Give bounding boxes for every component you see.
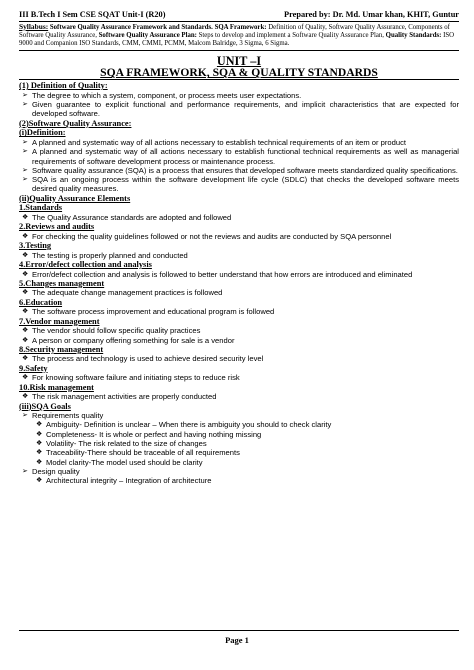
list-item	[19, 326, 459, 335]
diamond-bullet-icon: ❖	[36, 477, 43, 485]
element-heading: 1.Standards	[19, 203, 63, 213]
list-item	[19, 307, 459, 316]
element-heading: 6.Education	[19, 297, 63, 307]
element-list	[19, 326, 459, 345]
syllabus-p1: Definition of Quality, Software Quality Assurance, Components of Software Quality Assurance,	[19, 24, 450, 40]
diamond-bullet-icon: ❖	[36, 430, 43, 438]
list-item-text: The vendor should follow specific quality practices	[32, 326, 201, 336]
list-item	[19, 448, 459, 457]
list-item-text: Completeness- It is whole or perfect and having nothing missing	[46, 429, 262, 439]
document-page	[19, 10, 459, 486]
section-heading: (2)Software Quality Assurance:	[19, 118, 132, 128]
list-item-text: Architectural integrity – Integration of architecture	[46, 476, 212, 486]
element-list	[19, 288, 459, 297]
list-item	[19, 458, 459, 467]
diamond-bullet-icon: ❖	[22, 213, 29, 221]
list-item	[19, 476, 459, 485]
element-heading: 2.Reviews and audits	[19, 222, 95, 232]
list-item-text: Volatility- The risk related to the size of changes	[46, 439, 207, 449]
syllabus-p3-bold: Quality Standards:	[385, 32, 442, 40]
element-heading: 7.Vendor management	[19, 316, 100, 326]
diamond-bullet-icon: ❖	[36, 440, 43, 448]
element-list	[19, 270, 459, 279]
list-item	[19, 138, 459, 147]
subsection-heading: (ii)Quality Assurance Elements	[19, 193, 131, 203]
page-header	[19, 10, 459, 22]
header-right: Prepared by: Dr. Md. Umar khan, KHIT, Guntur	[284, 10, 459, 19]
element-list	[19, 213, 459, 222]
sqa-definition-list	[19, 138, 459, 194]
page-number: Page 1	[225, 635, 249, 645]
list-item	[19, 288, 459, 297]
header-left: III B.Tech I Sem CSE SQAT Unit-I (R20)	[19, 10, 166, 19]
element-list	[19, 373, 459, 382]
list-item-text: Design quality	[32, 466, 80, 476]
list-item-text: The risk management activities are properly conducted	[32, 392, 217, 402]
diamond-bullet-icon: ❖	[22, 251, 29, 259]
list-item-text: The process and technology is used to achieve desired security level	[32, 354, 264, 364]
list-item	[19, 430, 459, 439]
unit-title: UNIT –I	[216, 54, 262, 69]
list-item	[19, 270, 459, 279]
diamond-bullet-icon: ❖	[22, 355, 29, 363]
syllabus-p2: Steps to develop and implement a Software Quality Assurance Plan,	[196, 32, 386, 40]
syllabus-label: Syllabus:	[19, 22, 49, 31]
element-list	[19, 307, 459, 316]
diamond-bullet-icon: ❖	[36, 449, 43, 457]
unit-subtitle: SQA FRAMEWORK, SQA & QUALITY STANDARDS	[19, 67, 459, 80]
list-item-text: A person or company offering something for sale is a vendor	[32, 335, 235, 345]
element-heading: 5.Changes management	[19, 278, 105, 288]
list-item	[19, 232, 459, 241]
diamond-bullet-icon: ❖	[22, 289, 29, 297]
list-item-text: Error/defect collection and analysis is followed to better understand that how errors are introduced and eliminated	[32, 269, 413, 279]
list-item-text: Model clarity-The model used should be clarity	[46, 457, 203, 467]
arrow-bullet-icon: ➢	[22, 467, 28, 475]
element-heading: 8.Security management	[19, 344, 104, 354]
list-item	[19, 251, 459, 260]
diamond-bullet-icon: ❖	[22, 393, 29, 401]
element-list	[19, 232, 459, 241]
list-item	[19, 467, 459, 476]
element-heading: 4.Error/defect collection and analysis	[19, 260, 152, 269]
subsection-heading: (iii)SQA Goals	[19, 401, 71, 411]
diamond-bullet-icon: ❖	[22, 336, 29, 344]
list-item	[19, 411, 459, 420]
list-item-text: The Quality Assurance standards are adopted and followed	[32, 212, 232, 222]
list-item-text: A planned and systematic way of all actions necessary to establish technical requirements of an item or product	[32, 137, 406, 147]
syllabus-p1-bold: Software Quality Assurance Framework and Standards. SQA Framework:	[49, 24, 267, 31]
element-list	[19, 392, 459, 401]
list-item	[19, 166, 459, 175]
element-heading: 9.Safety	[19, 363, 48, 373]
element-list	[19, 354, 459, 363]
list-item	[19, 420, 459, 429]
list-item	[19, 354, 459, 363]
list-item-text: Software quality assurance (SQA) is a process that ensures that developed software meets standardized quality specifications.	[32, 165, 458, 175]
list-item	[19, 147, 459, 166]
list-item-text: The degree to which a system, component, or process meets user expectations.	[32, 90, 302, 100]
diamond-bullet-icon: ❖	[22, 232, 29, 240]
list-item	[19, 336, 459, 345]
arrow-bullet-icon: ➢	[22, 166, 28, 174]
diamond-bullet-icon: ❖	[22, 308, 29, 316]
arrow-bullet-icon: ➢	[22, 412, 28, 420]
list-item	[19, 100, 459, 119]
arrow-bullet-icon: ➢	[22, 138, 28, 146]
list-item-text: The adequate change management practices is followed	[32, 288, 223, 298]
arrow-bullet-icon: ➢	[22, 176, 28, 184]
list-item-text: Given guarantee to explicit functional and performance requirements, and implicit characteristics that are expected for developed software.	[32, 100, 459, 119]
list-item	[19, 439, 459, 448]
list-item	[19, 213, 459, 222]
list-item	[19, 373, 459, 382]
arrow-bullet-icon: ➢	[22, 91, 28, 99]
footer-rule	[19, 630, 459, 631]
list-item-text: For checking the quality guidelines followed or not the reviews and audits are conducted by SQA personnel	[32, 231, 392, 241]
list-item-text: Requirements quality	[32, 411, 104, 421]
list-item-text: The testing is properly planned and conducted	[32, 250, 188, 260]
element-heading: 3.Testing	[19, 241, 52, 251]
definition-of-quality-list	[19, 91, 459, 119]
arrow-bullet-icon: ➢	[22, 101, 28, 109]
element-heading: 10.Risk management	[19, 382, 94, 392]
list-item	[19, 392, 459, 401]
list-item	[19, 91, 459, 100]
element-list	[19, 251, 459, 260]
diamond-bullet-icon: ❖	[22, 374, 29, 382]
syllabus-p2-bold: Software Quality Assurance Plan:	[98, 32, 197, 40]
diamond-bullet-icon: ❖	[36, 421, 43, 429]
diamond-bullet-icon: ❖	[36, 458, 43, 466]
list-item	[19, 175, 459, 194]
subsection-heading: (i)Definition:	[19, 128, 66, 138]
sqa-goals-list	[19, 411, 459, 485]
list-item-text: Traceability-There should be traceable of all requirements	[46, 448, 240, 458]
list-item-text: A planned and systematic way of all actions necessary to establish functional technical requirements as well as managerial requirements of software development process or maintenance process.	[32, 147, 459, 166]
list-item-text: SQA is an ongoing process within the software development life cycle (SDLC) that checks the developed software meets desired quality measures.	[32, 175, 459, 194]
arrow-bullet-icon: ➢	[22, 148, 28, 156]
syllabus-p3: ISO 9000 and Companion ISO Standards, CMM, CMMI, PCMM, Malcom Balridge, 3 Sigma, 6 Sigma.	[19, 32, 455, 48]
diamond-bullet-icon: ❖	[22, 327, 29, 335]
section-heading: (1) Definition of Quality:	[19, 81, 108, 91]
list-item-text: The software process improvement and educational program is followed	[32, 307, 275, 317]
list-item-text: Ambiguity- Definition is unclear – When there is ambiguity you should to check clarity	[46, 420, 332, 430]
list-item-text: For knowing software failure and initiating steps to reduce risk	[32, 373, 240, 383]
diamond-bullet-icon: ❖	[22, 270, 29, 278]
syllabus-block	[19, 23, 459, 51]
